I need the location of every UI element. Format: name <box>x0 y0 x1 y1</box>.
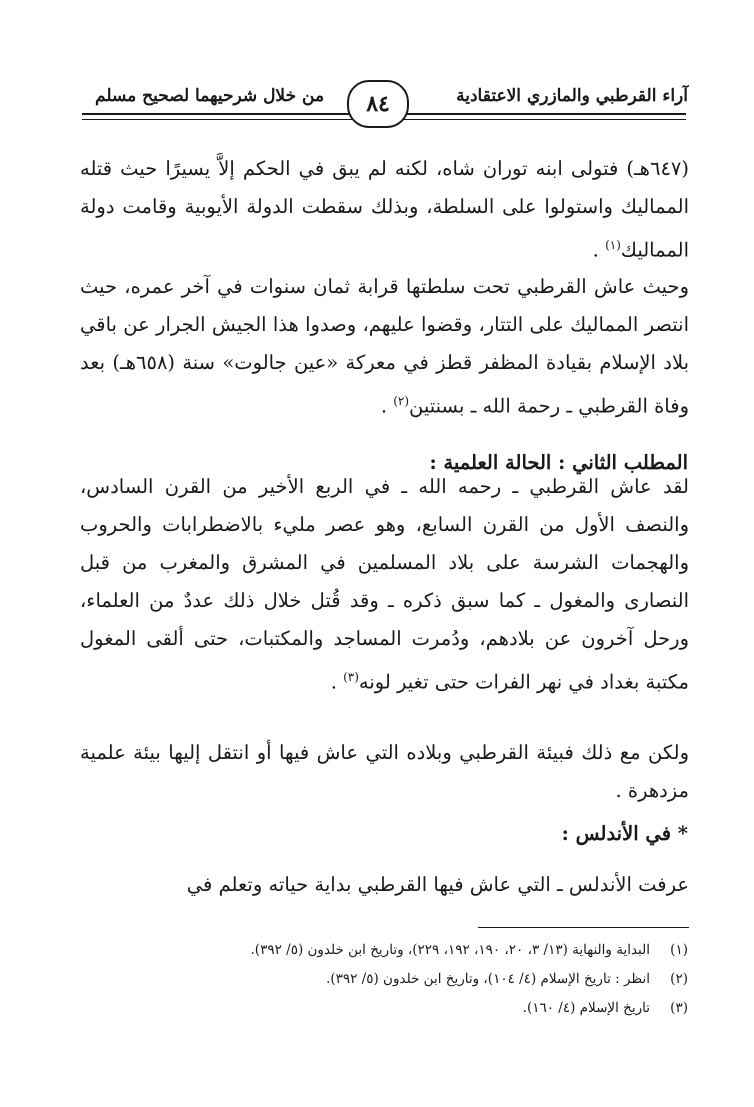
footnote-number: (٣) <box>670 1000 688 1016</box>
paragraph-end: . <box>330 670 337 694</box>
paragraph-5 <box>80 866 689 904</box>
footnote-text: تاريخ الإسلام (٤/ ١٦٠). <box>522 1000 650 1016</box>
footnote-2 <box>88 965 688 994</box>
paragraph-end: . <box>380 394 388 418</box>
paragraph-2 <box>80 268 689 426</box>
footnote-text: انظر : تاريخ الإسلام (٤/ ١٠٤)، وتاريخ ابن خلدون (٥/ ٣٩٢). <box>326 971 650 987</box>
footnote-ref-1[interactable]: (١) <box>605 238 621 252</box>
footnote-ref-3[interactable]: (٣) <box>343 670 359 684</box>
paragraph-4 <box>80 734 689 810</box>
paragraph-3 <box>80 468 689 702</box>
paragraph-text: ولكن مع ذلك فبيئة القرطبي وبلاده التي عاش فيها أو انتقل إليها بيئة علمية مزدهرة . <box>80 741 689 802</box>
footnote-number: (٢) <box>670 971 688 987</box>
paragraph-text: عرفت الأندلس ـ التي عاش فيها القرطبي بداية حياته وتعلم في <box>186 873 689 896</box>
footnote-1 <box>88 936 688 965</box>
footnotes <box>88 936 688 1023</box>
footnote-number: (١) <box>670 942 688 958</box>
footnote-separator <box>478 927 689 928</box>
footnote-ref-2[interactable]: (٢) <box>393 394 410 408</box>
footnote-3 <box>88 994 688 1023</box>
running-header-subtitle: من خلال شرحيهما لصحيح مسلم <box>95 86 325 106</box>
footnote-text: البداية والنهاية (١٣/ ٣، ٢٠، ١٩٠، ١٩٢، ٢٢٩)، وتاريخ ابن خلدون (٥/ ٣٩٢). <box>250 942 650 958</box>
paragraph-text: وحيث عاش القرطبي تحت سلطتها قرابة ثمان سنوات في آخر عمره، حيث انتصر المماليك على التتار، وقضوا عليهم، وصدوا هذا الجيش الجرار عن باقي بلاد الإسلام بقيادة المظفر قطز في معركة «عين جالوت» سنة (٦٥٨هـ) بعد وفاة القرطبي ـ رحمة الله ـ بسنتين <box>80 275 690 418</box>
paragraph-end: . <box>592 238 599 262</box>
paragraph-text: لقد عاش القرطبي ـ رحمه الله ـ في الربع الأخير من القرن السادس، والنصف الأول من القرن السابع، وهو عصر مليء بالاضطرابات والحروب والهجمات الشرسة على بلاد المسلمين في المشرق والمغرب من قبل النصارى والمغول ـ كما سبق ذكره ـ وقد قُتل خلال ذلك عددٌ من العلماء، ورحل آخرون عن بلادهم، ودُمرت المساجد والمكتبات، حتى ألقى المغول مكتبة بغداد في نهر الفرات حتى تغير لونه <box>80 475 689 694</box>
section-heading-scientific-state: المطلب الثاني : الحالة العلمية : <box>429 451 688 474</box>
paragraph-text: (٦٤٧هـ) فتولى ابنه توران شاه، لكنه لم يبق في الحكم إلاَّ يسيرًا حيث قتله المماليك واستولوا على السلطة، وبذلك سقطت الدولة الأيوبية وقامت دولة المماليك <box>80 157 689 262</box>
page-number: ٨٤ <box>347 80 409 128</box>
paragraph-1 <box>80 150 689 270</box>
running-header-book-title: آراء القرطبي والمازري الاعتقادية <box>456 86 688 106</box>
section-heading-andalus: * في الأندلس : <box>561 822 688 845</box>
